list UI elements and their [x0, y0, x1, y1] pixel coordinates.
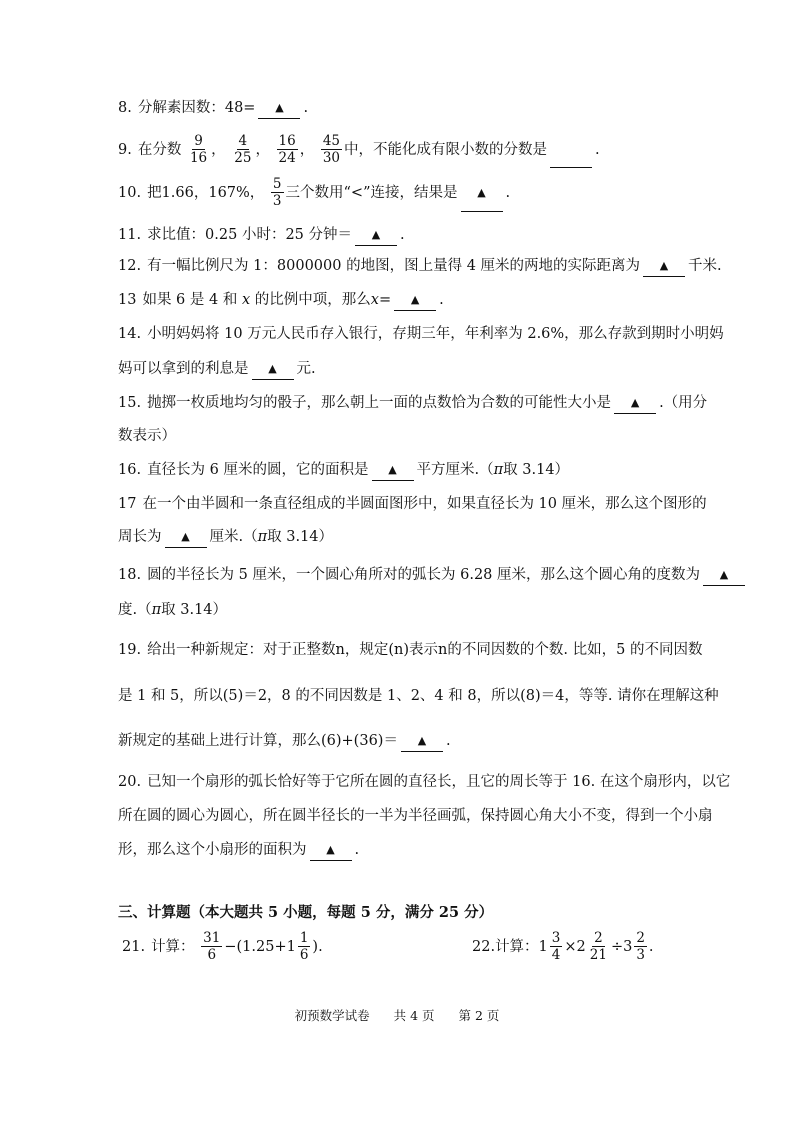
question-18: 18. 圆的半径长为 5 厘米，一个圆心角所对的弧长为 6.28 厘米，那么这个圆心角的度数为 ▲: [118, 565, 748, 587]
fraction: $\frac{1}{6}$: [299, 929, 309, 963]
question-20: 20. 已知一个扇形的弧长恰好等于它所在圆的直径长，且它的周长等于 16. 在这个扇形内，以它: [118, 774, 731, 790]
question-11: 11. 求比值：0.25 小时：25 分钟＝ ▲ .: [118, 225, 405, 247]
fraction: $\frac{4}{25}$: [234, 132, 252, 166]
question-17-cont: 周长为 ▲ 厘米.（π取 3.14）: [118, 527, 333, 549]
question-21: 21. 计算： $\frac{31}{6}$ −(1.25+1 $\frac{1}{6}$ ).: [122, 929, 323, 963]
answer-blank: ▲: [703, 564, 745, 586]
fraction: $\frac{45}{30}$: [322, 132, 341, 166]
question-16: 16. 直径长为 6 厘米的圆，它的面积是 ▲ 平方厘米.（π取 3.14）: [118, 460, 569, 482]
answer-blank: ▲: [355, 224, 397, 246]
fraction: $\frac{3}{4}$: [551, 929, 561, 963]
footer-page-number: 第 2 页: [458, 1008, 500, 1023]
fraction: $\frac{16}{24}$: [278, 132, 296, 166]
answer-blank: ▲: [461, 174, 503, 212]
fraction: $\frac{2}{21}$: [589, 929, 607, 963]
question-20-cont2: 形，那么这个小扇形的面积为 ▲ .: [118, 840, 359, 862]
answer-blank: ▲: [372, 459, 414, 481]
answer-blank: ▲: [643, 255, 685, 277]
footer-title: 初预数学试卷: [294, 1008, 370, 1023]
answer-blank: [550, 131, 592, 168]
question-9: 9. 在分数 $\frac{9}{16}$ ， $\frac{4}{25}$ ， $\frac{16}{24}$ ， $\frac{45}{30}$ 中，不能化成有限小数的分数是 .: [118, 132, 600, 169]
question-13: 13 如果 6 是 4 和 x 的比例中项，那么x= ▲ .: [118, 290, 444, 312]
question-8: 8. 分解素因数：48= ▲ .: [118, 98, 308, 120]
page-footer: [0, 1006, 794, 1024]
fraction: $\frac{5}{3}$: [272, 175, 282, 209]
answer-blank: ▲: [165, 526, 207, 548]
footer-total-pages: 共 4 页: [393, 1008, 435, 1023]
question-15-cont: 数表示）: [118, 428, 176, 444]
question-20-cont: 所在圆的圆心为圆心，所在圆半径长的一半为半径画弧，保持圆心角大小不变，得到一个小扇: [118, 808, 713, 824]
answer-blank: ▲: [252, 358, 294, 380]
question-14-cont: 妈可以拿到的利息是 ▲ 元.: [118, 359, 316, 381]
section-heading: 三、计算题（本大题共 5 小题，每题 5 分，满分 25 分）: [118, 904, 494, 921]
question-19-cont: 是 1 和 5，所以(5)＝2，8 的不同因数是 1、2、4 和 8，所以(8)＝4，等等. 请你在理解这种: [118, 688, 719, 704]
question-18-cont: 度.（π取 3.14）: [118, 602, 228, 618]
question-10: 10. 把1.66，167%， $\frac{5}{3}$ 三个数用“<”连接，结果是 ▲ .: [118, 175, 510, 213]
answer-blank: ▲: [394, 289, 436, 311]
question-17: 17 在一个由半圆和一条直径组成的半圆面图形中，如果直径长为 10 厘米，那么这个图形的: [118, 496, 707, 512]
question-22: 22.计算：1 $\frac{3}{4}$ ×2 $\frac{2}{21}$ ÷3 $\frac{2}{3}$ .: [472, 929, 654, 963]
question-19: 19. 给出一种新规定：对于正整数n，规定(n)表示n的不同因数的个数. 比如，5 的不同因数: [118, 642, 703, 658]
question-12: 12. 有一幅比例尺为 1：8000000 的地图，图上量得 4 厘米的两地的实际距离为 ▲ 千米.: [118, 256, 722, 278]
fraction: $\frac{31}{6}$: [203, 929, 221, 963]
fraction: $\frac{9}{16}$: [189, 132, 208, 166]
question-15: 15. 抛掷一枚质地均匀的骰子，那么朝上一面的点数恰为合数的可能性大小是 ▲ .（用分: [118, 393, 707, 415]
answer-blank: ▲: [614, 392, 656, 414]
question-14: 14. 小明妈妈将 10 万元人民币存入银行，存期三年，年利率为 2.6%，那么存款到期时小明妈: [118, 326, 724, 342]
fraction: $\frac{2}{3}$: [636, 929, 645, 963]
answer-blank: ▲: [401, 730, 443, 752]
answer-blank: ▲: [258, 97, 300, 119]
answer-blank: ▲: [310, 839, 352, 861]
question-19-cont2: 新规定的基础上进行计算，那么(6)+(36)＝ ▲ .: [118, 731, 451, 753]
